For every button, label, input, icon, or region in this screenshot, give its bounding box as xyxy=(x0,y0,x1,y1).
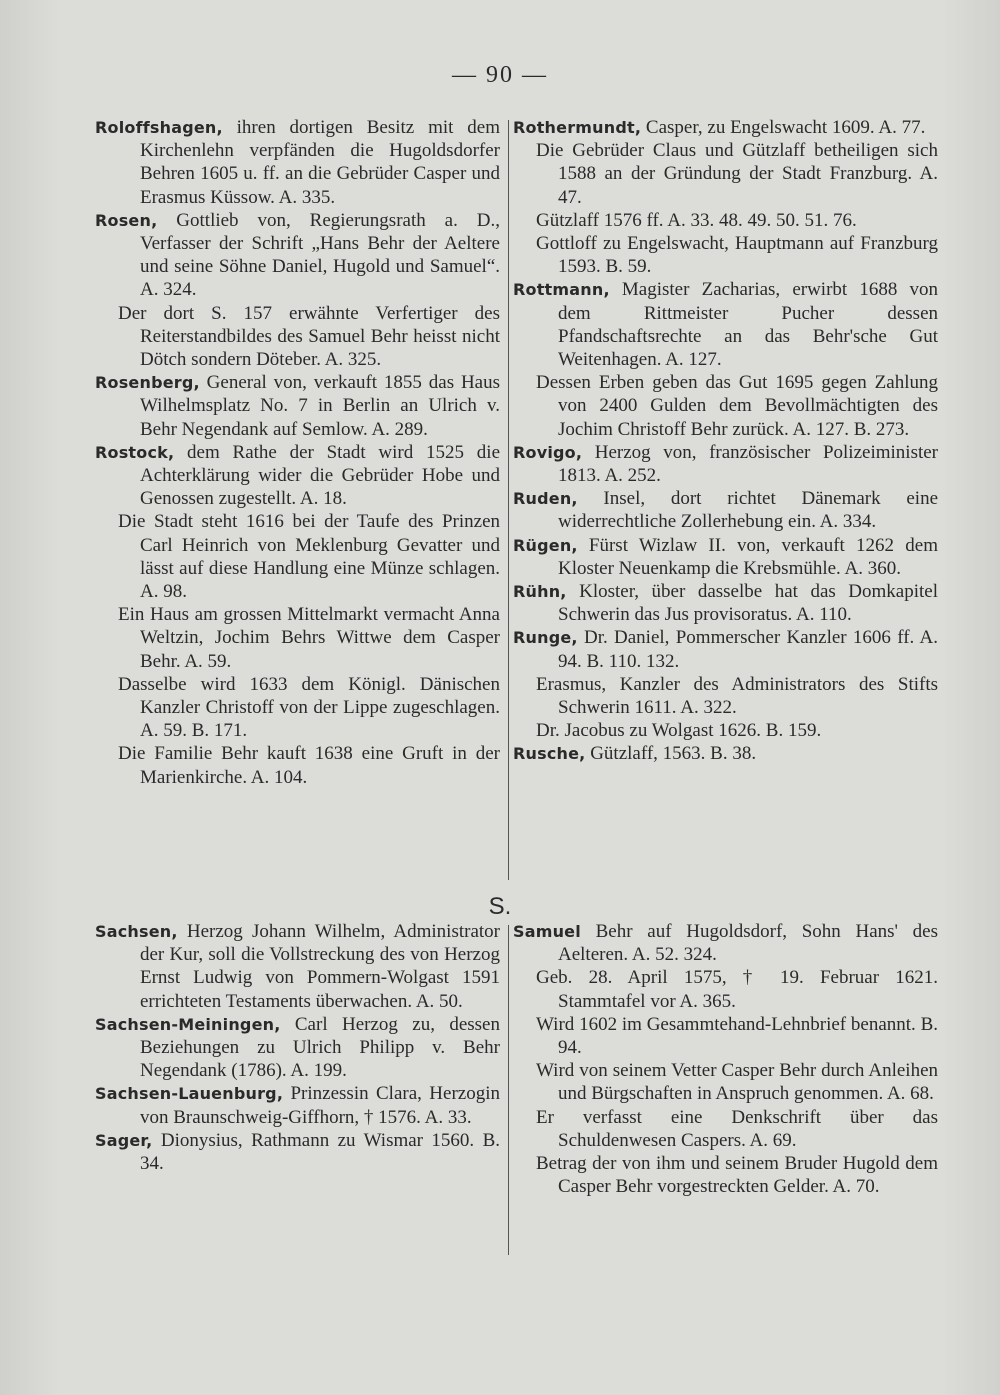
entry-headword: Sachsen-Lauenburg, xyxy=(95,1084,284,1104)
entry-headword: Rovigo, xyxy=(513,442,583,462)
section-letter: S. xyxy=(488,893,512,920)
entry-text: Prinzessin Clara, Herzogin von Braunschweig-Giffhorn, † 1576. A. 33. xyxy=(140,1083,500,1128)
index-entry xyxy=(513,742,938,765)
entry-text: Magister Zacharias, erwirbt 1688 von dem Rittmeister Pucher dessen Pfandschaftsrechte an das Behr'sche Gut Weitenhagen. A. 127. xyxy=(558,279,938,371)
entry-subentry: Gützlaff 1576 ff. A. 33. 48. 49. 50. 51. 76. xyxy=(536,209,857,231)
entry-headword: Sachsen-Meiningen, xyxy=(95,1014,281,1034)
bottom-left-column xyxy=(95,920,500,1175)
entry-head xyxy=(95,1082,500,1128)
column-divider-top xyxy=(508,120,509,880)
index-entry xyxy=(95,116,500,209)
entry-head xyxy=(513,116,938,139)
entry-head xyxy=(95,920,500,1013)
entry-headword: Rühn, xyxy=(513,582,567,602)
entry-text: Gützlaff, 1563. B. 38. xyxy=(585,743,757,765)
index-entry xyxy=(513,626,938,742)
index-entry xyxy=(95,920,500,1013)
index-entry xyxy=(95,1129,500,1175)
entry-headword: Ruden, xyxy=(513,489,578,509)
entry-text: dem Rathe der Stadt wird 1525 die Achterklärung wider die Gebrüder Hobe und Genossen zugestellt. A. 18. xyxy=(140,441,500,510)
column-divider-bottom xyxy=(508,925,509,1255)
entry-text: Herzog Johann Wilhelm, Administrator der Kur, soll die Vollstreckung des von Herzog Ernst Ludwig von Pommern-Wolgast 1591 errichteten Testaments überwachen. A. 50. xyxy=(140,921,500,1012)
entry-head xyxy=(513,278,938,371)
entry-text: Insel, dort richtet Dänemark eine widerrechtliche Zollerhebung ein. A. 334. xyxy=(558,488,938,533)
entry-text: Dr. Daniel, Pommerscher Kanzler 1606 ff. A. 94. B. 110. 132. xyxy=(558,627,938,672)
entry-headword: Rostock, xyxy=(95,442,175,462)
index-entry xyxy=(513,920,938,1198)
entry-headword: Sager, xyxy=(95,1130,153,1150)
entry-subentry: Erasmus, Kanzler des Administrators des Stifts Schwerin 1611. A. 322. xyxy=(536,673,938,719)
page-number: — 90 — xyxy=(452,62,548,88)
entry-text: Dionysius, Rathmann zu Wismar 1560. B. 34. xyxy=(140,1129,500,1175)
entry-headword: Rothermundt, xyxy=(513,118,642,137)
entry-headword: Rottmann, xyxy=(513,280,610,300)
entry-subentry: Die Gebrüder Claus und Gützlaff betheiligen sich 1588 an der Gründung der Stadt Franzburg. A. 47. xyxy=(536,140,938,208)
entry-subentry: Dr. Jacobus zu Wolgast 1626. B. 159. xyxy=(536,720,822,742)
index-entry xyxy=(95,441,500,789)
index-entry xyxy=(513,278,938,440)
entry-head xyxy=(513,580,938,626)
index-entry xyxy=(513,534,938,580)
index-entry xyxy=(95,209,500,371)
entry-head xyxy=(513,626,938,672)
entry-head xyxy=(513,742,938,765)
index-entry xyxy=(95,371,500,441)
index-entry xyxy=(513,116,938,278)
index-entry xyxy=(95,1082,500,1128)
entry-head xyxy=(95,441,500,511)
entry-head xyxy=(513,534,938,580)
entry-head xyxy=(513,441,938,487)
entry-subentry: Wird von seinem Vetter Casper Behr durch Anleihen und Bürgschaften in Anspruch genommen. A. 68. xyxy=(536,1060,938,1105)
entry-head xyxy=(513,920,938,966)
entry-subentry: Wird 1602 im Gesammtehand-Lehnbrief benannt. B. 94. xyxy=(536,1013,938,1059)
entry-headword: Samuel xyxy=(513,922,581,941)
entry-text: Casper, zu Engelswacht 1609. A. 77. xyxy=(641,117,926,138)
bottom-right-column xyxy=(513,920,938,1198)
entry-head xyxy=(95,371,500,441)
entry-text: Kloster, über dasselbe hat das Domkapitel Schwerin das Jus provisoratus. A. 110. xyxy=(558,581,938,626)
index-entry xyxy=(513,441,938,487)
index-entry xyxy=(513,487,938,533)
entry-head xyxy=(95,1129,500,1175)
index-entry xyxy=(95,1013,500,1083)
entry-text: Herzog von, französischer Polizeiminister 1813. A. 252. xyxy=(558,441,938,487)
entry-headword: Runge, xyxy=(513,628,578,648)
entry-text: ihren dortigen Besitz mit dem Kirchenlehn verpfänden die Hugoldsdorfer Behren 1605 u. ff. an die Gebrüder Casper und Erasmus Küssow. A. 335. xyxy=(140,117,500,208)
entry-subentry: Betrag der von ihm und seinem Bruder Hugold dem Casper Behr vorgestreckten Gelder. A. 70. xyxy=(536,1153,938,1198)
entry-head xyxy=(513,487,938,533)
top-right-column xyxy=(513,116,938,766)
entry-head xyxy=(95,209,500,302)
entry-headword: Sachsen, xyxy=(95,922,178,941)
entry-headword: Rusche, xyxy=(513,744,586,764)
entry-subentry: Der dort S. 157 erwähnte Verfertiger des Reiterstandbildes des Samuel Behr heisst nicht Dötch sondern Döteber. A. 325. xyxy=(118,302,500,371)
entry-headword: Rügen, xyxy=(513,535,578,555)
entry-head xyxy=(95,1013,500,1083)
entry-subentry: Er verfasst eine Denkschrift über das Schuldenwesen Caspers. A. 69. xyxy=(536,1106,938,1151)
entry-head xyxy=(95,116,500,209)
entry-text: General von, verkauft 1855 das Haus Wilhelmsplatz No. 7 in Berlin an Ulrich v. Behr Negendank auf Semlow. A. 289. xyxy=(140,372,500,440)
entry-headword: Rosen, xyxy=(95,210,158,230)
entry-subentry: Dasselbe wird 1633 dem Königl. Dänischen Kanzler Christoff von der Lippe zugeschlagen. A. 59. B. 171. xyxy=(118,673,500,742)
entry-text: Behr auf Hugoldsdorf, Sohn Hans' des Aelteren. A. 52. 324. xyxy=(558,921,938,966)
index-entry xyxy=(513,580,938,626)
entry-subentry: Die Stadt steht 1616 bei der Taufe des Prinzen Carl Heinrich von Meklenburg Gevatter und lässt auf diese Handlung eine Münze schlagen. A. 98. xyxy=(118,511,500,603)
top-left-column xyxy=(95,116,500,789)
entry-subentry: Gottloff zu Engelswacht, Hauptmann auf Franzburg 1593. B. 59. xyxy=(536,233,938,278)
entry-headword: Roloffshagen, xyxy=(95,118,223,137)
entry-text: Gottlieb von, Regierungsrath a. D., Verfasser der Schrift „Hans Behr der Aeltere und seine Söhne Daniel, Hugold und Samuel“. A. 324. xyxy=(140,209,500,301)
entry-headword: Rosenberg, xyxy=(95,373,200,393)
entry-subentry: Dessen Erben geben das Gut 1695 gegen Zahlung von 2400 Gulden dem Bevollmächtigten des Jochim Christoff Behr zurück. A. 127. B. 273. xyxy=(536,372,938,440)
entry-subentry: Die Familie Behr kauft 1638 eine Gruft in der Marienkirche. A. 104. xyxy=(118,743,500,788)
entry-text: Fürst Wizlaw II. von, verkauft 1262 dem Kloster Neuenkamp die Krebsmühle. A. 360. xyxy=(558,534,938,579)
entry-subentry: Geb. 28. April 1575, † 19. Februar 1621. Stammtafel vor A. 365. xyxy=(536,967,938,1012)
entry-text: Carl Herzog zu, dessen Beziehungen zu Ulrich Philipp v. Behr Negendank (1786). A. 199. xyxy=(140,1013,500,1082)
entry-subentry: Ein Haus am grossen Mittelmarkt vermacht Anna Weltzin, Jochim Behrs Wittwe dem Casper Behr. A. 59. xyxy=(118,604,500,672)
